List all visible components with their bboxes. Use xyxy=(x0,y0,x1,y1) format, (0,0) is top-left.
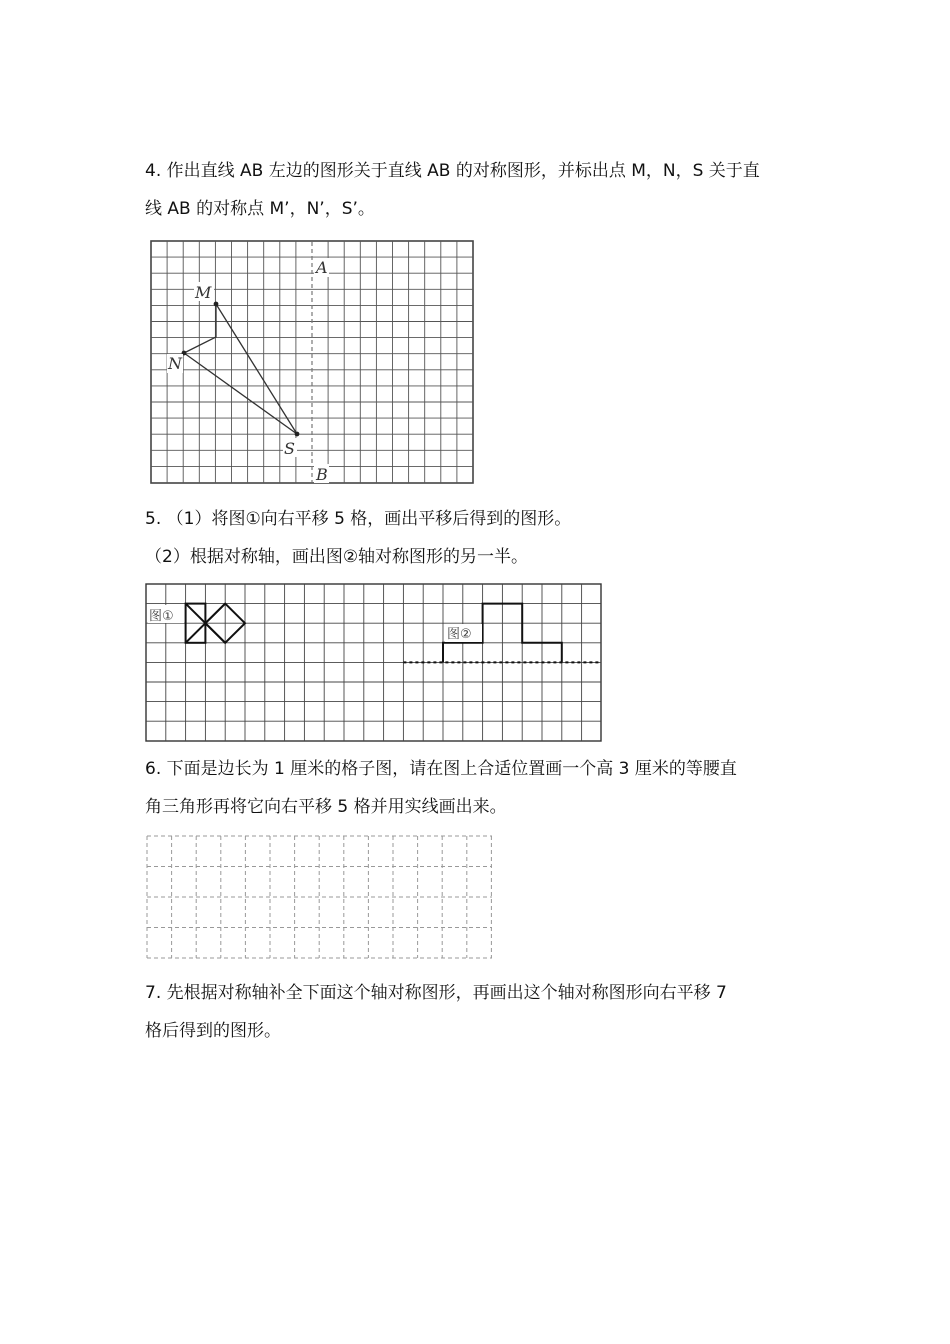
q4-grid-figure xyxy=(150,240,475,485)
point-m xyxy=(214,302,219,307)
q7-line1: 7. 先根据对称轴补全下面这个轴对称图形，再画出这个轴对称图形向右平移 7 xyxy=(145,983,727,1003)
q6-line2: 角三角形再将它向右平移 5 格并用实线画出来。 xyxy=(145,797,507,817)
q5-line1: 5. （1）将图①向右平移 5 格，画出平移后得到的图形。 xyxy=(145,509,572,529)
label-m: M xyxy=(195,283,212,302)
label-s: S xyxy=(284,439,295,458)
q5-grid-figure xyxy=(145,583,602,742)
label-a: A xyxy=(316,258,328,277)
label-n: N xyxy=(168,354,182,373)
q7-line2: 格后得到的图形。 xyxy=(145,1021,281,1041)
q5-line2: （2）根据对称轴，画出图②轴对称图形的另一半。 xyxy=(145,547,529,567)
q4-line1: 4. 作出直线 AB 左边的图形关于直线 AB 的对称图形，并标出点 M，N，S 关于直 xyxy=(145,161,760,181)
point-s xyxy=(295,432,300,437)
q6-dashed-grid xyxy=(146,835,494,961)
q6-line1: 6. 下面是边长为 1 厘米的格子图，请在图上合适位置画一个高 3 厘米的等腰直 xyxy=(145,759,737,779)
q4-line2: 线 AB 的对称点 M’，N’，S’。 xyxy=(145,199,375,219)
label-b: B xyxy=(316,465,328,484)
figure-1-tag: 图① xyxy=(149,609,174,624)
figure-2-tag: 图② xyxy=(447,627,472,642)
